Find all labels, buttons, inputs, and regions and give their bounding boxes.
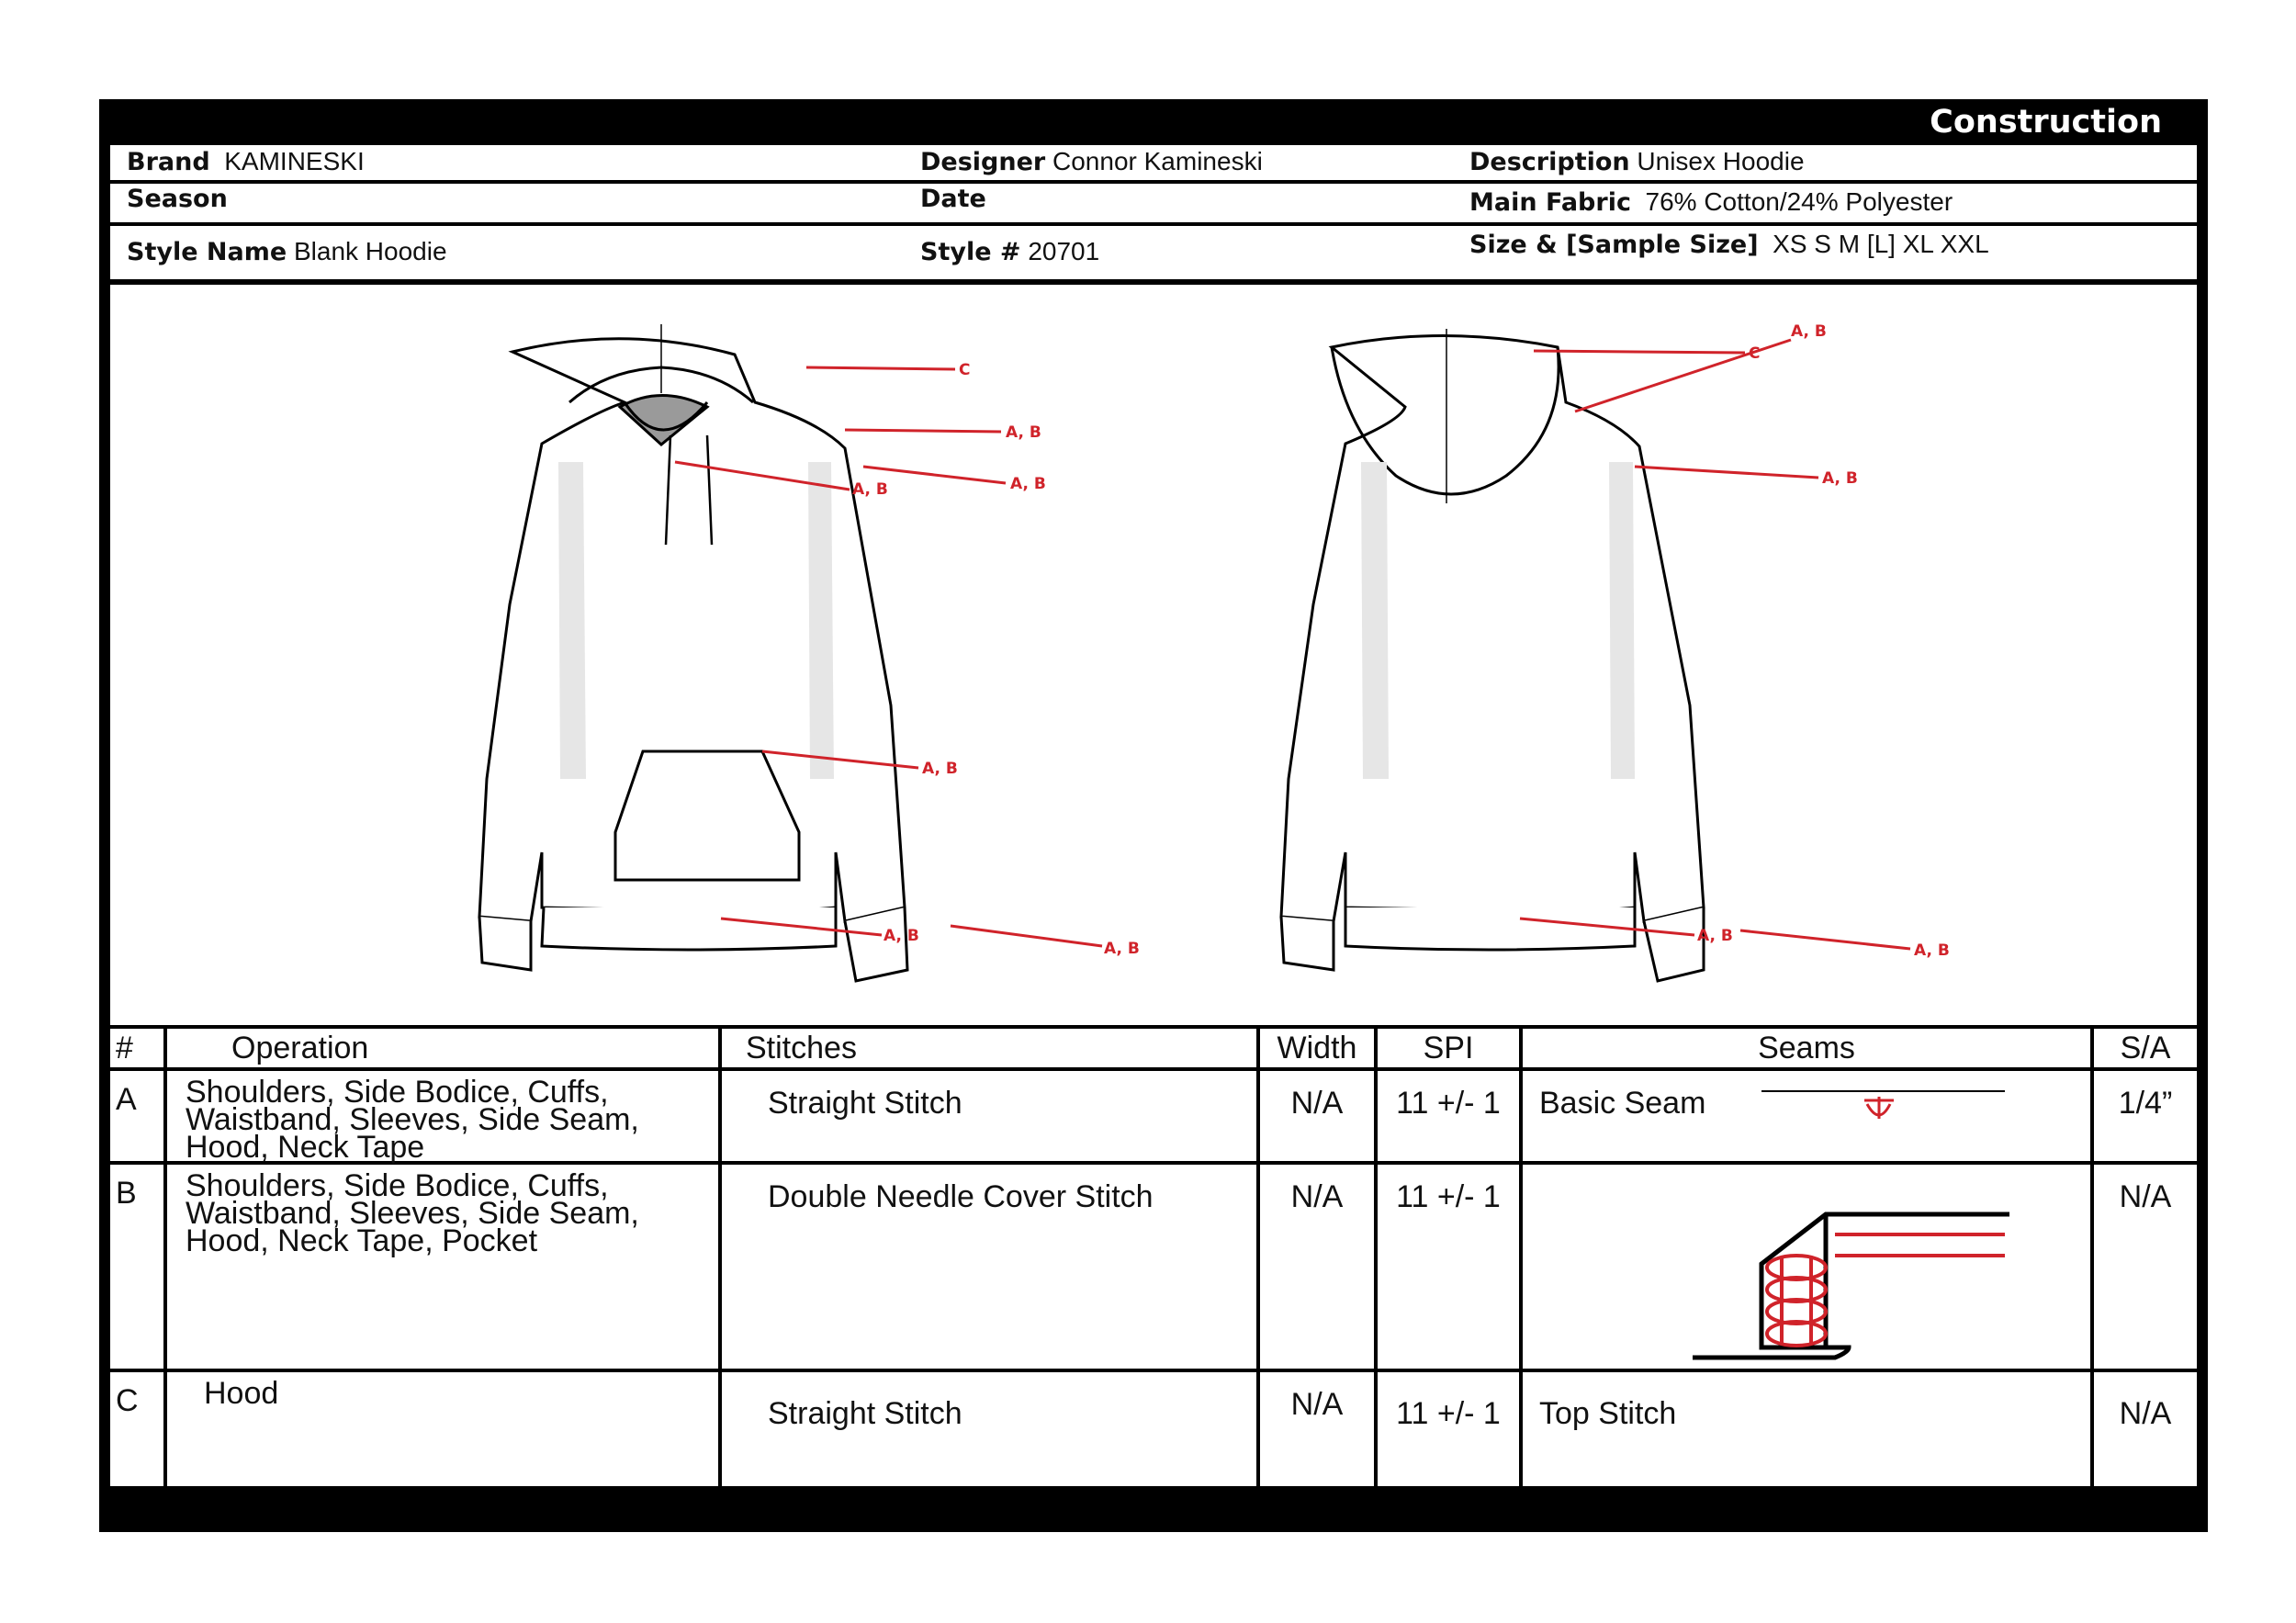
callout-label-back-3: A, B xyxy=(1822,469,1858,488)
style-name-value: Blank Hoodie xyxy=(293,237,447,265)
callout-line-back-1 xyxy=(1534,351,1745,353)
stitch-cell: Straight Stitch xyxy=(720,1069,1258,1163)
header-row-1 xyxy=(110,145,2197,184)
row-id: B xyxy=(110,1163,165,1370)
table-row xyxy=(110,1163,2197,1370)
sa-cell: N/A xyxy=(2092,1163,2197,1370)
callout-label-front-3: A, B xyxy=(1010,475,1046,493)
callout-line-back-5 xyxy=(1740,930,1910,949)
style-number-label: Style # xyxy=(920,238,1021,266)
hoodie-back-view xyxy=(1281,329,1704,981)
col-header-number: # xyxy=(110,1027,165,1069)
spi-cell: 11 +/- 1 xyxy=(1376,1069,1521,1163)
seam-cell xyxy=(1521,1163,2092,1370)
operation-cell: Hood xyxy=(165,1370,720,1508)
description-value: Unisex Hoodie xyxy=(1637,147,1805,175)
table-header-row xyxy=(110,1027,2197,1069)
operation-cell: Shoulders, Side Bodice, Cuffs, Waistband, Sleeves, Side Seam, Hood, Neck Tape xyxy=(165,1069,720,1163)
callout-label-back-4: A, B xyxy=(1697,927,1733,945)
row-id: A xyxy=(110,1069,165,1163)
hoodie-technical-drawing xyxy=(110,283,2197,1025)
date-label: Date xyxy=(920,185,986,213)
callout-line-front-2 xyxy=(845,430,1001,432)
date-field xyxy=(920,184,986,213)
col-header-seams: Seams xyxy=(1521,1027,2092,1069)
col-header-spi: SPI xyxy=(1376,1027,1521,1069)
designer-value: Connor Kamineski xyxy=(1052,147,1263,175)
main-fabric-field xyxy=(1469,187,1953,217)
spec-sheet-body xyxy=(110,145,2197,1486)
designer-label: Designer xyxy=(920,148,1046,176)
brand-field xyxy=(127,147,365,176)
brand-label: Brand xyxy=(127,148,210,176)
sa-cell: N/A xyxy=(2092,1370,2197,1508)
table-row xyxy=(110,1370,2197,1508)
sa-cell: 1/4” xyxy=(2092,1069,2197,1163)
header-row-2 xyxy=(110,182,2197,226)
brand-value: KAMINESKI xyxy=(224,147,365,175)
callout-label-front-6: A, B xyxy=(884,927,919,945)
callout-line-front-7 xyxy=(951,926,1102,946)
callout-label-back-1: C xyxy=(1749,344,1761,363)
col-header-width: Width xyxy=(1258,1027,1376,1069)
size-label: Size & [Sample Size] xyxy=(1469,231,1759,259)
spi-cell: 11 +/- 1 xyxy=(1376,1370,1521,1508)
style-name-label: Style Name xyxy=(127,238,287,266)
spi-cell: 11 +/- 1 xyxy=(1376,1163,1521,1370)
season-label: Season xyxy=(127,185,228,213)
callout-line-front-1 xyxy=(806,367,955,369)
width-cell: N/A xyxy=(1258,1370,1376,1508)
size-field xyxy=(1469,230,1989,259)
header-row-3 xyxy=(110,224,2197,285)
stitch-cell: Straight Stitch xyxy=(720,1370,1258,1508)
designer-field xyxy=(920,147,1263,176)
spec-sheet-frame xyxy=(99,99,2208,1532)
description-field xyxy=(1469,147,1805,176)
callout-line-back-3 xyxy=(1635,467,1818,478)
row-id: C xyxy=(110,1370,165,1508)
callout-label-front-4: A, B xyxy=(852,480,888,499)
cover-stitch-seam-diagram xyxy=(1688,1178,2055,1370)
seam-cell xyxy=(1521,1069,2092,1163)
table-row xyxy=(110,1069,2197,1163)
main-fabric-label: Main Fabric xyxy=(1469,188,1631,217)
col-header-operation: Operation xyxy=(165,1027,720,1069)
col-header-stitches: Stitches xyxy=(720,1027,1258,1069)
callout-label-front-7: A, B xyxy=(1104,940,1140,958)
seam-cell xyxy=(1521,1370,2092,1508)
size-value: XS S M [L] XL XXL xyxy=(1773,230,1989,258)
callout-label-front-1: C xyxy=(959,361,971,379)
main-fabric-value: 76% Cotton/24% Polyester xyxy=(1645,187,1953,216)
style-number-value: 20701 xyxy=(1028,237,1100,265)
construction-table xyxy=(110,1025,2197,1508)
callout-label-back-5: A, B xyxy=(1914,941,1950,960)
col-header-sa: S/A xyxy=(2092,1027,2197,1069)
operation-cell: Shoulders, Side Bodice, Cuffs, Waistband, Sleeves, Side Seam, Hood, Neck Tape, Pocket xyxy=(165,1163,720,1370)
hoodie-front-view xyxy=(479,324,907,981)
seam-label: Top Stitch xyxy=(1539,1396,1677,1431)
seam-label: Basic Seam xyxy=(1539,1086,1706,1121)
stitch-cell: Double Needle Cover Stitch xyxy=(720,1163,1258,1370)
width-cell: N/A xyxy=(1258,1163,1376,1370)
callout-label-back-2: A, B xyxy=(1791,322,1827,341)
description-label: Description xyxy=(1469,148,1630,176)
callout-label-front-2: A, B xyxy=(1006,423,1041,442)
width-cell: N/A xyxy=(1258,1069,1376,1163)
style-number-field xyxy=(920,237,1099,266)
basic-seam-diagram xyxy=(1761,1084,2009,1130)
style-name-field xyxy=(127,237,447,266)
callout-label-front-5: A, B xyxy=(922,760,958,778)
sheet-title: Construction xyxy=(1930,104,2162,141)
season-field xyxy=(127,184,228,213)
